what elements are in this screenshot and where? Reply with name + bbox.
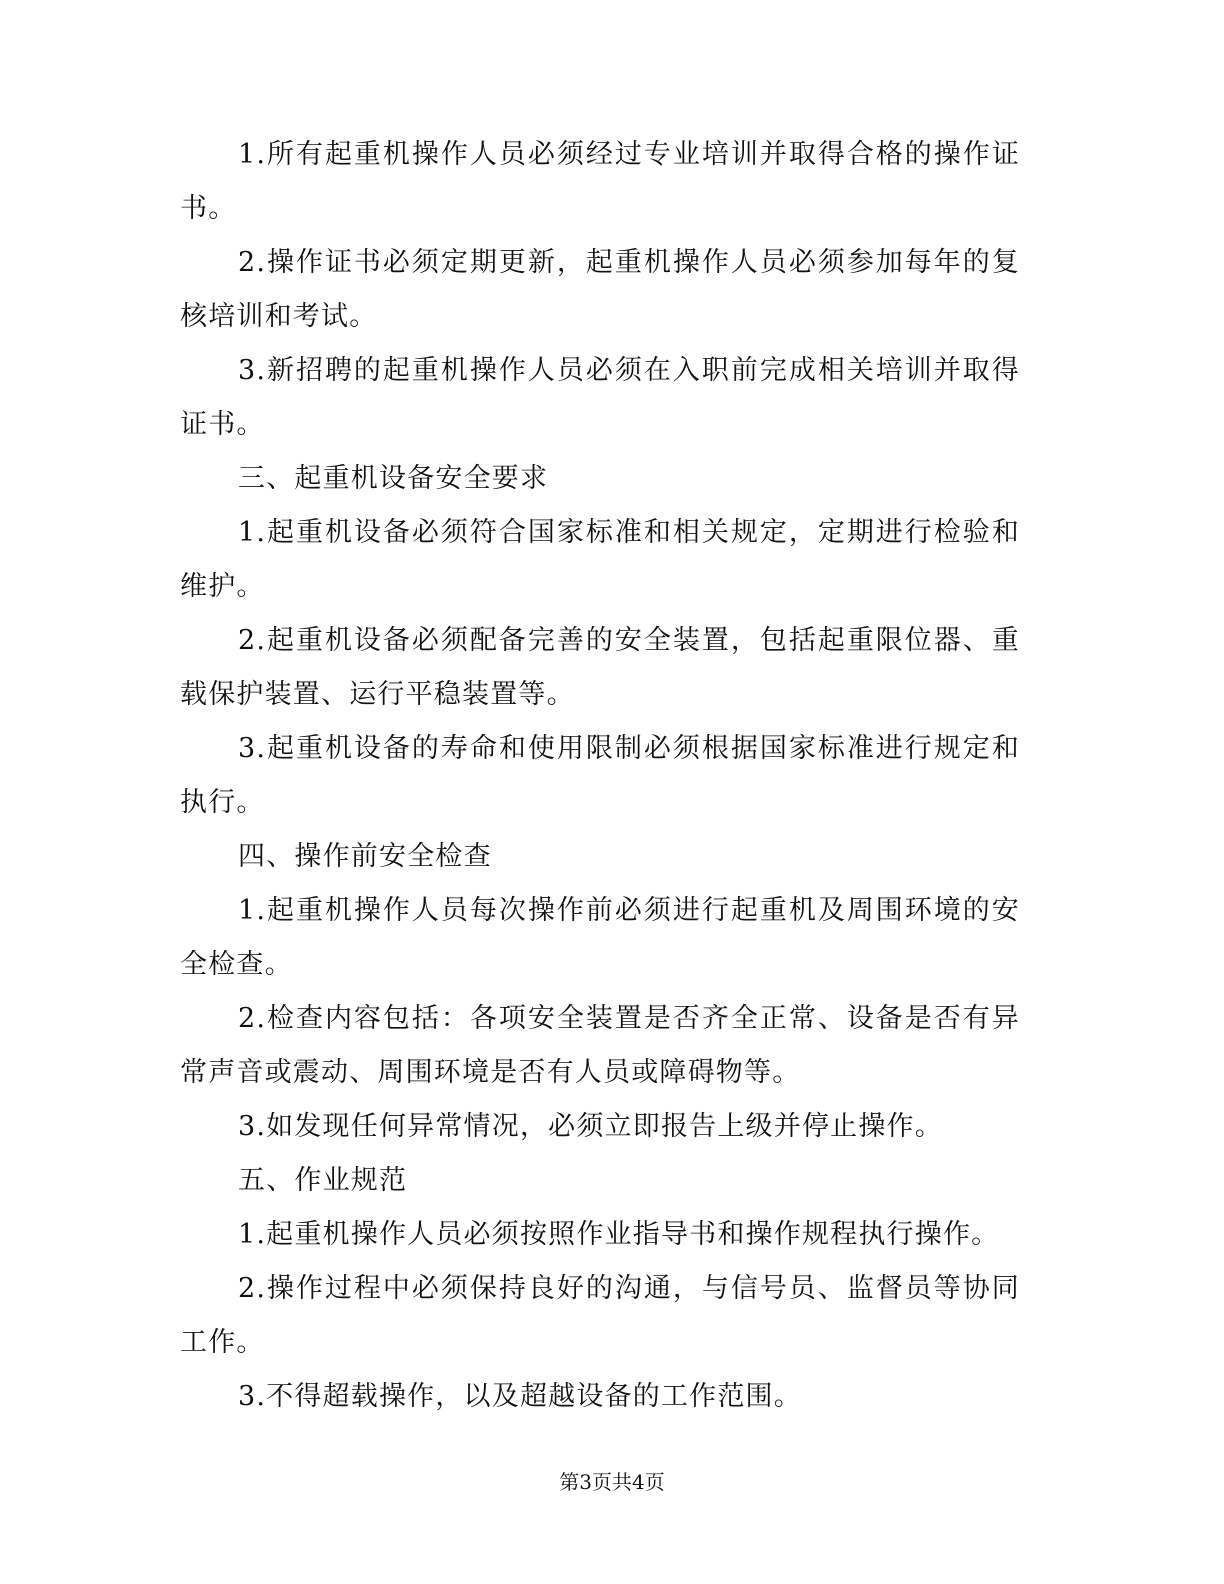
paragraph-15: 3.不得超载操作，以及超越设备的工作范围。 xyxy=(238,1381,802,1412)
section-heading-3: 三、起重机设备安全要求 xyxy=(238,463,549,494)
section-heading-4: 四、操作前安全检查 xyxy=(238,841,492,872)
paragraph-10: 2.检查内容包括：各项安全装置是否齐全正常、设备是否有异常声音或震动、周围环境是否有人员或障碍物等。 xyxy=(180,1003,1020,1088)
paragraph-6: 2.起重机设备必须配备完善的安全装置，包括起重限位器、重载保护装置、运行平稳装置等。 xyxy=(180,625,1020,710)
paragraph-9: 1.起重机操作人员每次操作前必须进行起重机及周围环境的安全检查。 xyxy=(180,895,1020,980)
paragraph-14: 2.操作过程中必须保持良好的沟通，与信号员、监督员等协同工作。 xyxy=(180,1273,1020,1358)
paragraph-3: 3.新招聘的起重机操作人员必须在入职前完成相关培训并取得证书。 xyxy=(180,355,1020,440)
paragraph-7: 3.起重机设备的寿命和使用限制必须根据国家标准进行规定和执行。 xyxy=(180,733,1020,818)
document-body xyxy=(180,128,1020,1424)
page-number-footer: 第3页共4页 xyxy=(559,1470,665,1494)
section-heading-5: 五、作业规范 xyxy=(238,1165,408,1196)
paragraph-2: 2.操作证书必须定期更新，起重机操作人员必须参加每年的复核培训和考试。 xyxy=(180,247,1020,332)
paragraph-13: 1.起重机操作人员必须按照作业指导书和操作规程执行操作。 xyxy=(238,1219,1000,1250)
paragraph-1: 1.所有起重机操作人员必须经过专业培训并取得合格的操作证书。 xyxy=(180,139,1020,224)
paragraph-5: 1.起重机设备必须符合国家标准和相关规定，定期进行检验和维护。 xyxy=(180,517,1020,602)
paragraph-11: 3.如发现任何异常情况，必须立即报告上级并停止操作。 xyxy=(238,1111,943,1142)
